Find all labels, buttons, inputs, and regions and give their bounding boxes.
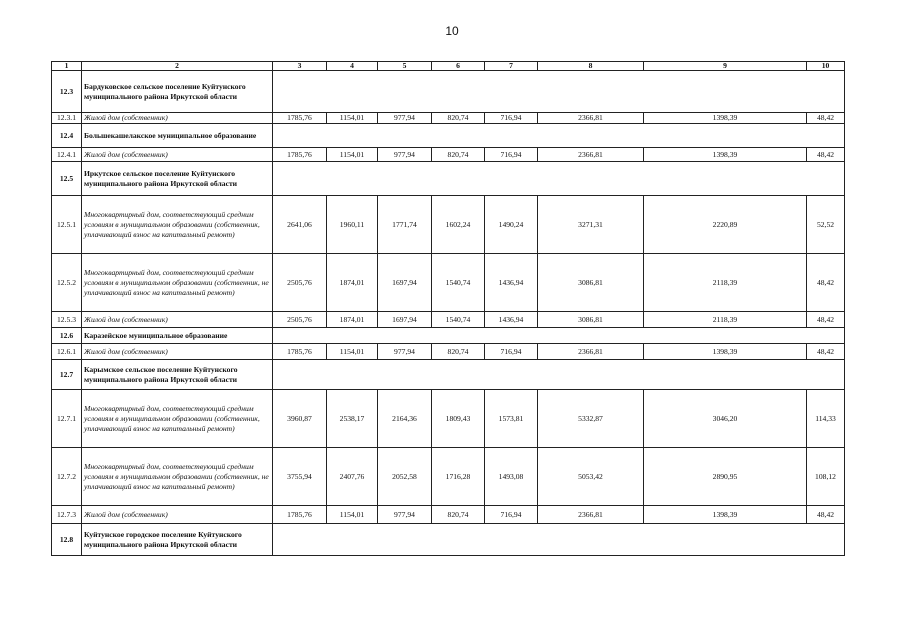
table-row xyxy=(52,196,845,254)
value-cell: 108,12 xyxy=(807,448,845,506)
section-number: 12.3 xyxy=(52,71,82,113)
row-description: Жилой дом (собственник) xyxy=(82,344,273,360)
value-cell: 716,94 xyxy=(485,344,538,360)
value-cell: 3086,81 xyxy=(538,312,644,328)
value-cell: 48,42 xyxy=(807,254,845,312)
header-cell: 6 xyxy=(432,62,485,71)
row-number: 12.5.2 xyxy=(52,254,82,312)
value-cell: 2118,39 xyxy=(644,254,807,312)
value-cell: 2890,95 xyxy=(644,448,807,506)
section-empty-cell xyxy=(273,71,845,113)
value-cell: 2366,81 xyxy=(538,113,644,124)
section-number: 12.7 xyxy=(52,360,82,390)
value-cell: 2538,17 xyxy=(327,390,378,448)
section-title: Бардуковское сельское поселение Куйтунского муниципального района Иркутской области xyxy=(82,71,273,113)
row-description: Многоквартирный дом, соответствующий средним условиям в муниципальном образовании (собственник, не уплачивающий взнос на капитальный ремонт) xyxy=(82,254,273,312)
header-cell: 5 xyxy=(378,62,432,71)
header-row xyxy=(52,62,845,71)
value-cell: 1602,24 xyxy=(432,196,485,254)
value-cell: 2366,81 xyxy=(538,506,644,524)
header-cell: 7 xyxy=(485,62,538,71)
value-cell: 114,33 xyxy=(807,390,845,448)
value-cell: 1716,28 xyxy=(432,448,485,506)
value-cell: 1771,74 xyxy=(378,196,432,254)
section-row xyxy=(52,328,845,344)
value-cell: 3086,81 xyxy=(538,254,644,312)
value-cell: 48,42 xyxy=(807,148,845,162)
section-empty-cell xyxy=(273,162,845,196)
section-empty-cell xyxy=(273,328,845,344)
header-cell: 1 xyxy=(52,62,82,71)
row-description: Жилой дом (собственник) xyxy=(82,113,273,124)
value-cell: 48,42 xyxy=(807,312,845,328)
value-cell: 1490,24 xyxy=(485,196,538,254)
value-cell: 1154,01 xyxy=(327,148,378,162)
table-row xyxy=(52,254,845,312)
value-cell: 1398,39 xyxy=(644,113,807,124)
row-description: Жилой дом (собственник) xyxy=(82,312,273,328)
value-cell: 820,74 xyxy=(432,113,485,124)
value-cell: 716,94 xyxy=(485,113,538,124)
value-cell: 1874,01 xyxy=(327,254,378,312)
header-cell: 4 xyxy=(327,62,378,71)
section-row xyxy=(52,162,845,196)
row-number: 12.7.2 xyxy=(52,448,82,506)
value-cell: 1398,39 xyxy=(644,506,807,524)
value-cell: 2052,58 xyxy=(378,448,432,506)
value-cell: 2220,89 xyxy=(644,196,807,254)
row-description: Многоквартирный дом, соответствующий средним условиям в муниципальном образовании (собственник, не уплачивающий взнос на капитальный ремонт) xyxy=(82,448,273,506)
table-row xyxy=(52,390,845,448)
value-cell: 2641,06 xyxy=(273,196,327,254)
value-cell: 1573,81 xyxy=(485,390,538,448)
value-cell: 1809,43 xyxy=(432,390,485,448)
value-cell: 3271,31 xyxy=(538,196,644,254)
value-cell: 977,94 xyxy=(378,148,432,162)
value-cell: 1154,01 xyxy=(327,506,378,524)
value-cell: 1785,76 xyxy=(273,506,327,524)
value-cell: 1540,74 xyxy=(432,254,485,312)
row-description: Жилой дом (собственник) xyxy=(82,148,273,162)
section-number: 12.8 xyxy=(52,524,82,556)
section-title: Карымское сельское поселение Куйтунского муниципального района Иркутской области xyxy=(82,360,273,390)
section-title: Каразейское муниципальное образование xyxy=(82,328,273,344)
value-cell: 2505,76 xyxy=(273,312,327,328)
value-cell: 48,42 xyxy=(807,344,845,360)
header-cell: 9 xyxy=(644,62,807,71)
section-number: 12.5 xyxy=(52,162,82,196)
section-title: Большекашелакское муниципальное образование xyxy=(82,124,273,148)
page-number: 10 xyxy=(445,24,459,38)
value-cell: 977,94 xyxy=(378,344,432,360)
section-number: 12.6 xyxy=(52,328,82,344)
row-description: Многоквартирный дом, соответствующий средним условиям в муниципальном образовании (собственник, уплачивающий взнос на капитальный ремонт) xyxy=(82,390,273,448)
header-cell: 3 xyxy=(273,62,327,71)
value-cell: 2505,76 xyxy=(273,254,327,312)
section-number: 12.4 xyxy=(52,124,82,148)
value-cell: 5332,87 xyxy=(538,390,644,448)
table-row xyxy=(52,148,845,162)
row-description: Многоквартирный дом, соответствующий средним условиям в муниципальном образовании (собственник, уплачивающий взнос на капитальный ремонт) xyxy=(82,196,273,254)
section-row xyxy=(52,360,845,390)
row-number: 12.5.3 xyxy=(52,312,82,328)
section-row xyxy=(52,71,845,113)
value-cell: 1436,94 xyxy=(485,254,538,312)
value-cell: 3046,20 xyxy=(644,390,807,448)
value-cell: 1154,01 xyxy=(327,344,378,360)
row-number: 12.5.1 xyxy=(52,196,82,254)
table-row xyxy=(52,344,845,360)
value-cell: 716,94 xyxy=(485,148,538,162)
row-number: 12.7.1 xyxy=(52,390,82,448)
value-cell: 1398,39 xyxy=(644,344,807,360)
value-cell: 52,52 xyxy=(807,196,845,254)
value-cell: 48,42 xyxy=(807,113,845,124)
value-cell: 1398,39 xyxy=(644,148,807,162)
row-number: 12.3.1 xyxy=(52,113,82,124)
tariff-table xyxy=(51,61,845,556)
value-cell: 3755,94 xyxy=(273,448,327,506)
table-row xyxy=(52,312,845,328)
value-cell: 1697,94 xyxy=(378,312,432,328)
value-cell: 1154,01 xyxy=(327,113,378,124)
header-cell: 10 xyxy=(807,62,845,71)
value-cell: 1785,76 xyxy=(273,148,327,162)
header-cell: 8 xyxy=(538,62,644,71)
value-cell: 820,74 xyxy=(432,148,485,162)
section-empty-cell xyxy=(273,360,845,390)
row-number: 12.7.3 xyxy=(52,506,82,524)
value-cell: 1540,74 xyxy=(432,312,485,328)
value-cell: 716,94 xyxy=(485,506,538,524)
table-row xyxy=(52,113,845,124)
section-title: Иркутское сельское поселение Куйтунского муниципального района Иркутской области xyxy=(82,162,273,196)
value-cell: 48,42 xyxy=(807,506,845,524)
value-cell: 1493,08 xyxy=(485,448,538,506)
value-cell: 2366,81 xyxy=(538,344,644,360)
table-row xyxy=(52,506,845,524)
value-cell: 2164,36 xyxy=(378,390,432,448)
table-row xyxy=(52,448,845,506)
row-description: Жилой дом (собственник) xyxy=(82,506,273,524)
section-row xyxy=(52,124,845,148)
section-row xyxy=(52,524,845,556)
value-cell: 1874,01 xyxy=(327,312,378,328)
value-cell: 5053,42 xyxy=(538,448,644,506)
row-number: 12.4.1 xyxy=(52,148,82,162)
value-cell: 977,94 xyxy=(378,506,432,524)
value-cell: 3960,87 xyxy=(273,390,327,448)
value-cell: 820,74 xyxy=(432,344,485,360)
value-cell: 820,74 xyxy=(432,506,485,524)
value-cell: 2407,76 xyxy=(327,448,378,506)
value-cell: 1785,76 xyxy=(273,344,327,360)
value-cell: 2366,81 xyxy=(538,148,644,162)
value-cell: 977,94 xyxy=(378,113,432,124)
row-number: 12.6.1 xyxy=(52,344,82,360)
value-cell: 1785,76 xyxy=(273,113,327,124)
header-cell: 2 xyxy=(82,62,273,71)
section-empty-cell xyxy=(273,124,845,148)
section-title: Куйтунское городское поселение Куйтунского муниципального района Иркутской области xyxy=(82,524,273,556)
value-cell: 1436,94 xyxy=(485,312,538,328)
value-cell: 1960,11 xyxy=(327,196,378,254)
value-cell: 1697,94 xyxy=(378,254,432,312)
section-empty-cell xyxy=(273,524,845,556)
value-cell: 2118,39 xyxy=(644,312,807,328)
